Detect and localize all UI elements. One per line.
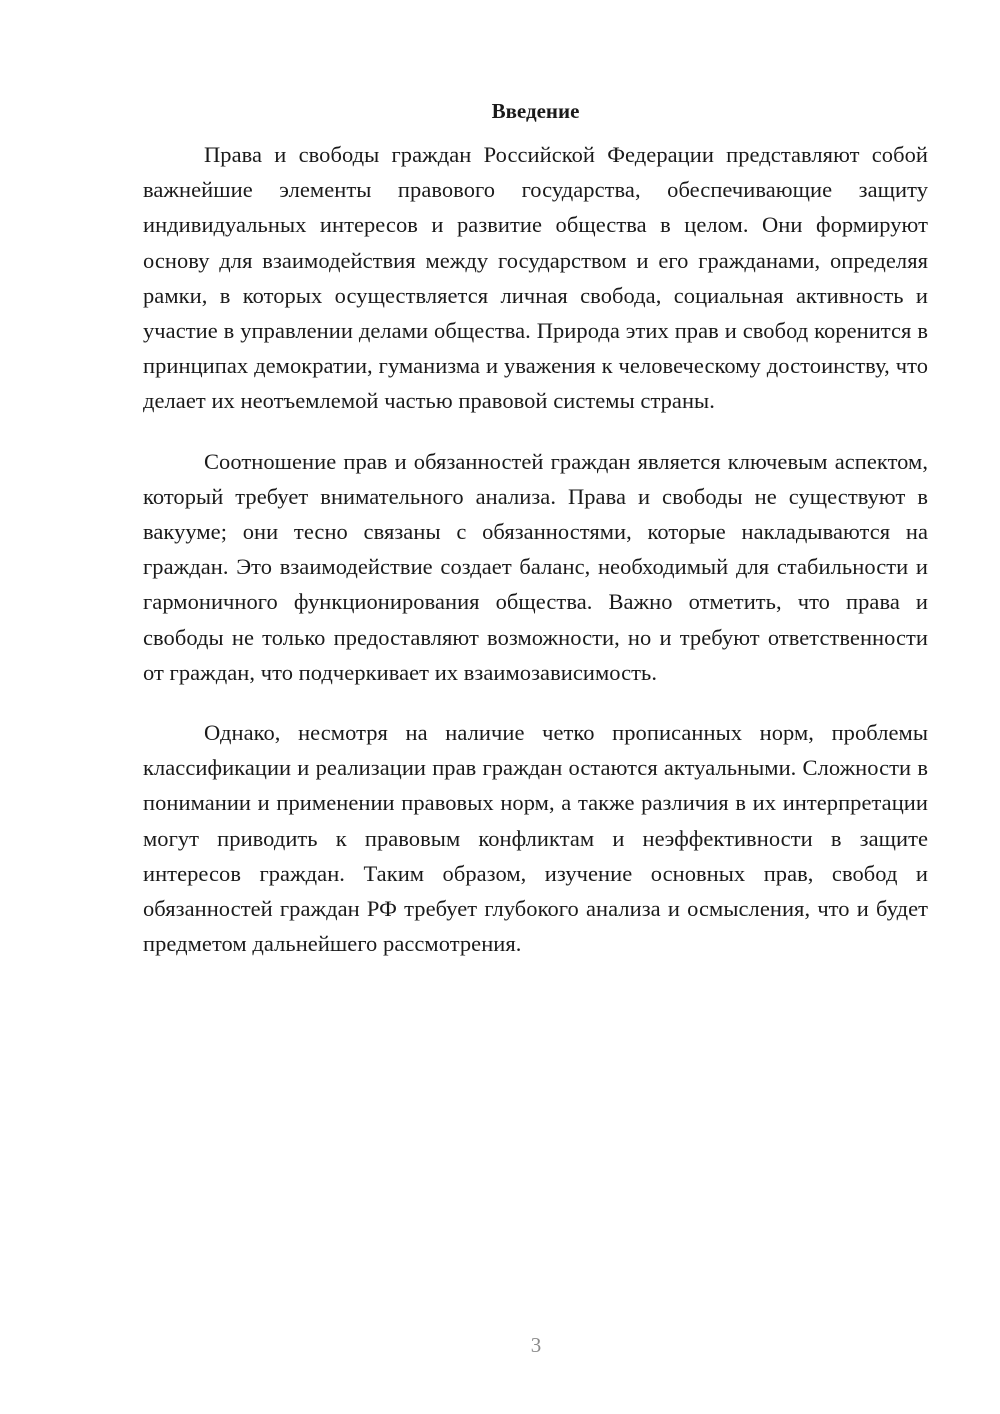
paragraph-1: Права и свободы граждан Российской Федерации представляют собой важнейшие элементы правового государства, обеспечивающие защиту индивидуальных интересов и развитие общества в целом. Они формируют основу для взаимодействия между государством и его гражданами, определяя рамки, в которых осуществляется личная свобода, социальная активность и участие в управлении делами общества. Природа этих прав и свобод коренится в принципах демократии, гуманизма и уважения к человеческому достоинству, что делает их неотъемлемой частью правовой системы страны. xyxy=(143,142,928,414)
page-content xyxy=(143,94,928,986)
paragraph-2: Соотношение прав и обязанностей граждан является ключевым аспектом, который требует внимательного анализа. Права и свободы не существуют в вакууме; они тесно связаны с обязанностями, которые накладываются на граждан. Это взаимодействие создает баланс, необходимый для стабильности и гармоничного функционирования общества. Важно отметить, что права и свободы не только предоставляют возможности, но и требуют ответственности от граждан, что подчеркивает их взаимозависимость. xyxy=(143,448,928,685)
paragraph-3: Однако, несмотря на наличие четко прописанных норм, проблемы классификации и реализации прав граждан остаются актуальными. Сложности в понимании и применении правовых норм, а также различия в их интерпретации могут приводить к правовым конфликтам и неэффективности в защите интересов граждан. Таким образом, изучение основных прав, свобод и обязанностей граждан РФ требует глубокого анализа и осмысления, что и будет предметом дальнейшего рассмотрения. xyxy=(143,720,928,957)
page-number: 3 xyxy=(530,1333,542,1357)
section-heading: Введение xyxy=(491,99,580,123)
